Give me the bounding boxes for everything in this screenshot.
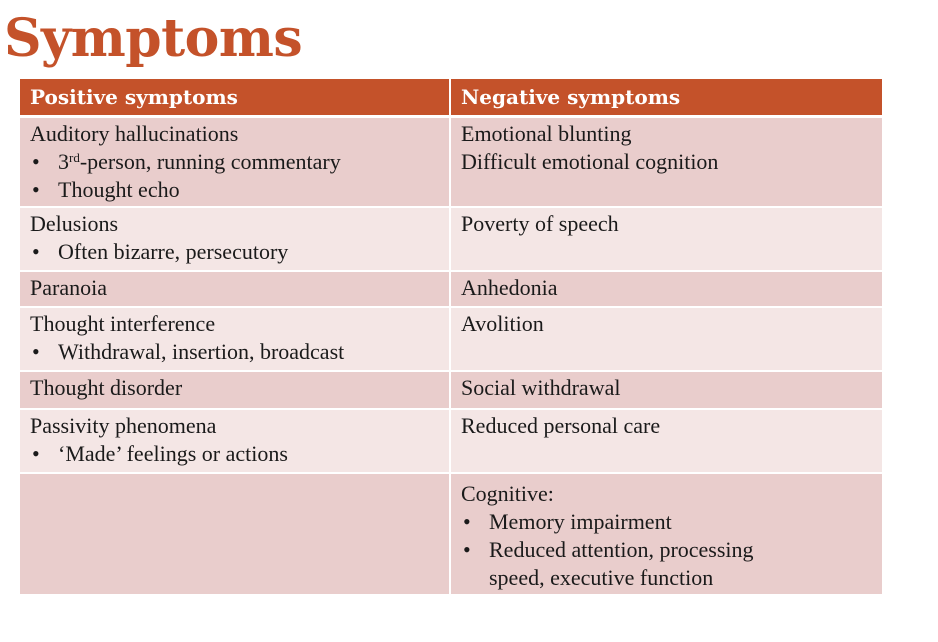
symptom-heading: Paranoia: [30, 275, 107, 300]
negative-cell: [450, 207, 882, 271]
symptom-heading: Delusions: [30, 211, 118, 236]
symptom-bullet: • Reduced attention, processing: [461, 536, 872, 564]
symptom-line: Emotional blunting: [461, 121, 632, 146]
positive-cell: [20, 271, 450, 307]
symptom-line: Avolition: [461, 311, 544, 336]
negative-cell: [450, 307, 882, 371]
positive-cell: [20, 307, 450, 371]
symptom-bullet: • Memory impairment: [461, 508, 872, 536]
symptom-line: Difficult emotional cognition: [461, 149, 719, 174]
symptom-heading: Thought disorder: [30, 375, 183, 400]
symptom-heading: Passivity phenomena: [30, 413, 217, 438]
symptom-bullet: • Thought echo: [30, 176, 439, 204]
table-row: [20, 371, 882, 409]
symptom-heading: Cognitive:: [461, 481, 554, 506]
table-row: [20, 207, 882, 271]
header-negative-symptoms: Negative symptoms: [450, 79, 882, 117]
symptom-line: Social withdrawal: [461, 375, 621, 400]
symptom-line: Poverty of speech: [461, 211, 619, 236]
symptom-bullet: • Withdrawal, insertion, broadcast: [30, 338, 439, 366]
table-header-row: [20, 79, 882, 117]
negative-cell: [450, 409, 882, 473]
table-row: [20, 473, 882, 595]
positive-cell: [20, 371, 450, 409]
positive-cell: [20, 473, 450, 595]
symptom-bullet-continuation: speed, executive function: [489, 565, 714, 590]
positive-cell: [20, 117, 450, 208]
negative-cell: [450, 117, 882, 208]
page-title: Symptoms: [4, 8, 303, 69]
table-row: [20, 307, 882, 371]
negative-cell: [450, 371, 882, 409]
symptom-line: Anhedonia: [461, 275, 558, 300]
symptom-line: Reduced personal care: [461, 413, 661, 438]
symptom-heading: Auditory hallucinations: [30, 121, 239, 146]
table-row: [20, 271, 882, 307]
symptoms-table: [20, 79, 882, 596]
table-row: [20, 117, 882, 208]
symptom-bullet: • Often bizarre, persecutory: [30, 238, 439, 266]
positive-cell: [20, 409, 450, 473]
table-row: [20, 409, 882, 473]
negative-cell: [450, 271, 882, 307]
symptom-heading: Thought interference: [30, 311, 216, 336]
positive-cell: [20, 207, 450, 271]
negative-cell: [450, 473, 882, 595]
symptom-bullet: • ‘Made’ feelings or actions: [30, 440, 439, 468]
header-positive-symptoms: Positive symptoms: [20, 79, 450, 117]
symptom-bullet: • 3rd-person, running commentary: [30, 148, 439, 176]
